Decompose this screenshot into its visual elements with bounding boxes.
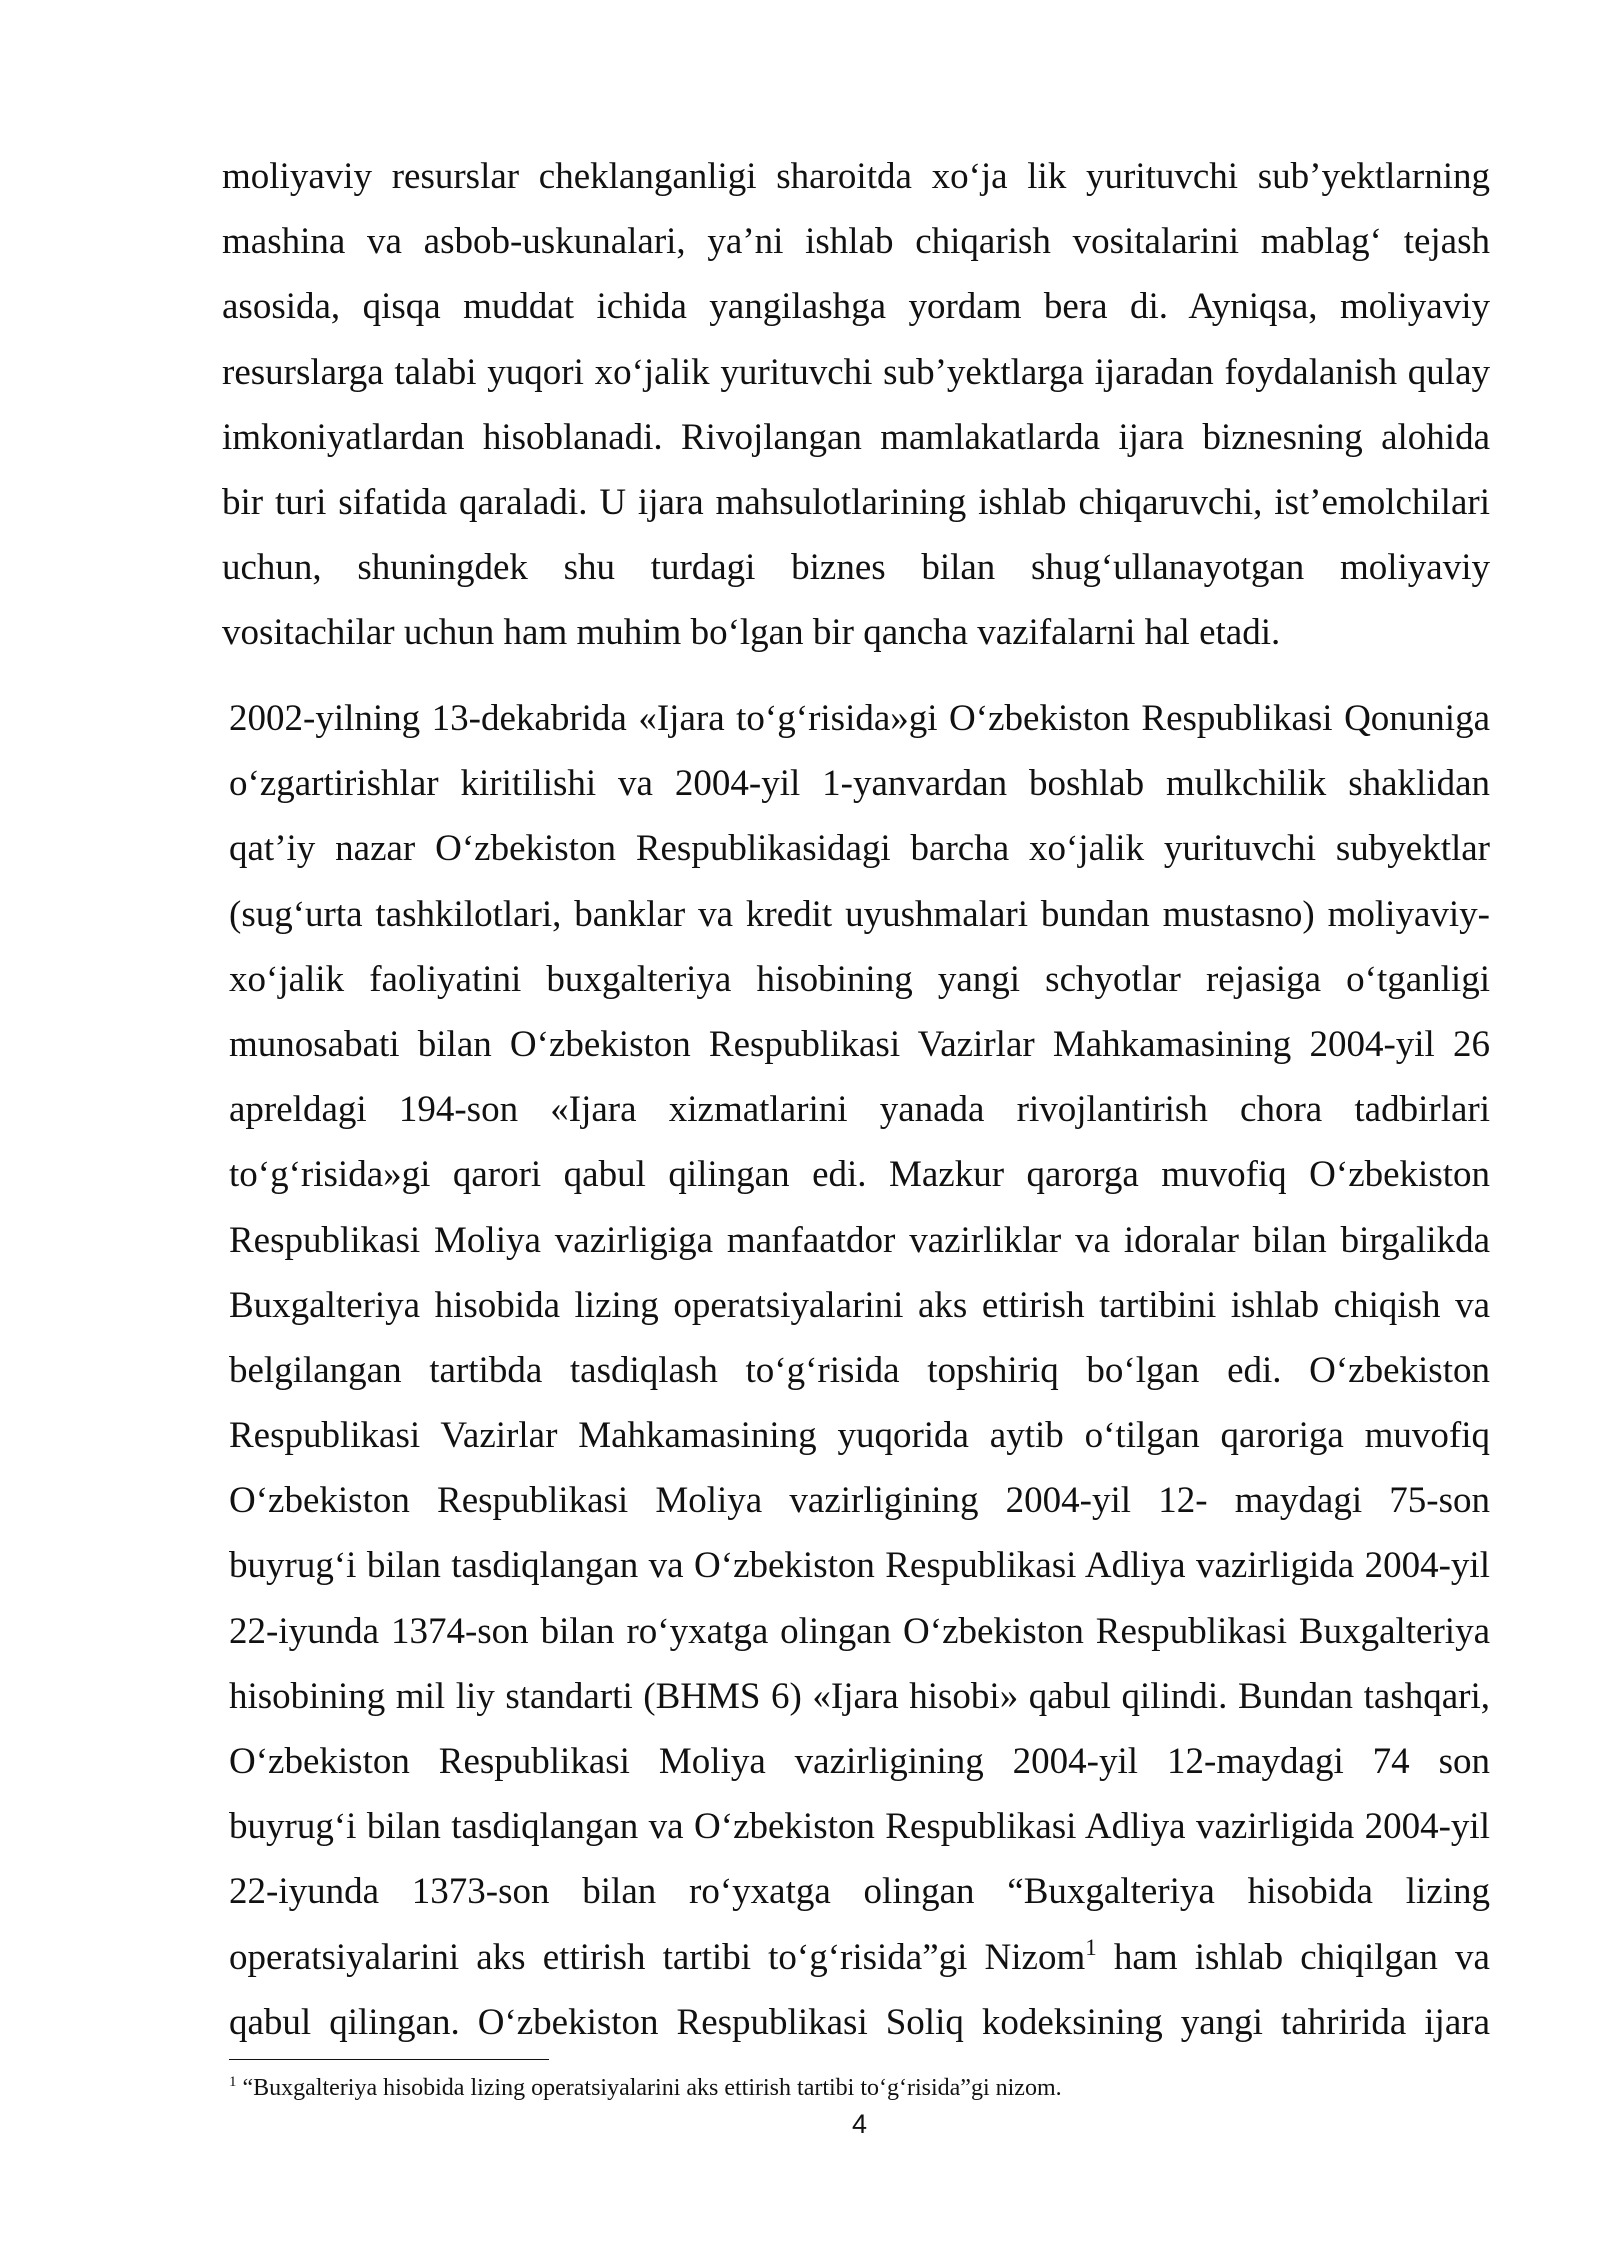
footnote-separator — [229, 2059, 549, 2060]
text-segment: operatsiyalarini aks ettirish tartibi to‘g‘risida”gi Nizom — [229, 1936, 1086, 1978]
text-line: Buxgalteriya hisobida lizing operatsiyalarini aks ettirish tartibini ishlab chiqish va — [229, 1284, 1490, 1326]
paragraph — [229, 686, 1490, 2055]
text-line: buyrug‘i bilan tasdiqlangan va O‘zbekiston Respublikasi Adliya vazirligida 2004-yil — [229, 1545, 1490, 1587]
text-line: buyrug‘i bilan tasdiqlangan va O‘zbekiston Respublikasi Adliya vazirligida 2004-yil — [229, 1806, 1490, 1848]
text-segment: ham ishlab chiqilgan va — [1096, 1936, 1490, 1978]
text-line: o‘zgartirishlar kiritilishi va 2004-yil 1-yanvardan boshlab mulkchilik shaklidan — [229, 763, 1490, 805]
text-line: qat’iy nazar O‘zbekiston Respublikasidagi barcha xo‘jalik yurituvchi subyektlar — [229, 828, 1490, 870]
text-line: vositachilar uchun ham muhim bo‘lgan bir qancha vazifalarni hal etadi. — [222, 612, 1281, 654]
text-line: apreldagi 194-son «Ijara xizmatlarini yanada rivojlantirish chora tadbirlari — [229, 1089, 1490, 1131]
text-line: O‘zbekiston Respublikasi Moliya vazirligining 2004-yil 12-maydagi 74 son — [229, 1741, 1490, 1782]
text-line: O‘zbekiston Respublikasi Moliya vazirligining 2004-yil 12- maydagi 75-son — [229, 1480, 1490, 1522]
text-line: (sug‘urta tashkilotlari, banklar va kredit uyushmalari bundan mustasno) moliyaviy- — [229, 893, 1490, 935]
text-line: bir turi sifatida qaraladi. U ijara mahsulotlarining ishlab chiqaruvchi, ist’emolchilari — [222, 481, 1490, 523]
footnote-reference[interactable]: 1 — [1085, 1934, 1097, 1960]
text-line: resurslarga talabi yuqori xo‘jalik yurituvchi sub’yektlarga ijaradan foydalanish qulay — [222, 351, 1490, 393]
page-number: 4 — [851, 2109, 868, 2139]
text-line: 22-iyunda 1374-son bilan ro‘yxatga olingan O‘zbekiston Respublikasi Buxgalteriya — [229, 1610, 1490, 1652]
text-line: uchun, shuningdek shu turdagi biznes bilan shug‘ullanayotgan moliyaviy — [222, 547, 1490, 589]
text-line: Respublikasi Moliya vazirligiga manfaatdor vazirliklar va idoralar bilan birgalikda — [229, 1219, 1490, 1261]
footnote-text: “Buxgalteriya hisobida lizing operatsiyalarini aks ettirish tartibi to‘g‘risida”gi nizom. — [236, 2075, 1062, 2101]
text-line: asosida, qisqa muddat ichida yangilashga yordam bera di. Ayniqsa, moliyaviy — [222, 286, 1490, 328]
text-line: hisobining mil liy standarti (BHMS 6) «Ijara hisobi» qabul qilindi. Bundan tashqari, — [229, 1675, 1490, 1717]
text-line: Respublikasi Vazirlar Mahkamasining yuqorida aytib o‘tilgan qaroriga muvofiq — [229, 1415, 1490, 1457]
text-line: munosabati bilan O‘zbekiston Respublikasi Vazirlar Mahkamasining 2004-yil 26 — [229, 1023, 1490, 1065]
paragraph — [222, 144, 1490, 666]
text-line: xo‘jalik faoliyatini buxgalteriya hisobining yangi schyotlar rejasiga o‘tganligi — [229, 958, 1490, 1000]
text-line: belgilangan tartibda tasdiqlash to‘g‘risida topshiriq bo‘lgan edi. O‘zbekiston — [229, 1349, 1490, 1391]
footnote-marker: 1 — [229, 2074, 237, 2090]
text-line: 2002-yilning 13-dekabrida «Ijara to‘g‘risida»gi O‘zbekiston Respublikasi Qonuniga — [229, 698, 1490, 739]
text-line: moliyaviy resurslar cheklanganligi sharoitda xo‘ja lik yurituvchi sub’yektlarning — [222, 156, 1490, 197]
footnote — [229, 2073, 1490, 2103]
text-line: mashina va asbob-uskunalari, ya’ni ishlab chiqarish vositalarini mablag‘ tejash — [222, 221, 1490, 263]
text-line — [229, 1925, 1490, 1990]
text-line: 22-iyunda 1373-son bilan ro‘yxatga olingan “Buxgalteriya hisobida lizing — [229, 1871, 1490, 1913]
text-line: to‘g‘risida»gi qarori qabul qilingan edi. Mazkur qarorga muvofiq O‘zbekiston — [229, 1154, 1490, 1196]
text-line: qabul qilingan. O‘zbekiston Respublikasi Soliq kodeksining yangi tahririda ijara — [229, 2001, 1490, 2043]
text-line: imkoniyatlardan hisoblanadi. Rivojlangan mamlakatlarda ijara biznesning alohida — [222, 416, 1490, 458]
